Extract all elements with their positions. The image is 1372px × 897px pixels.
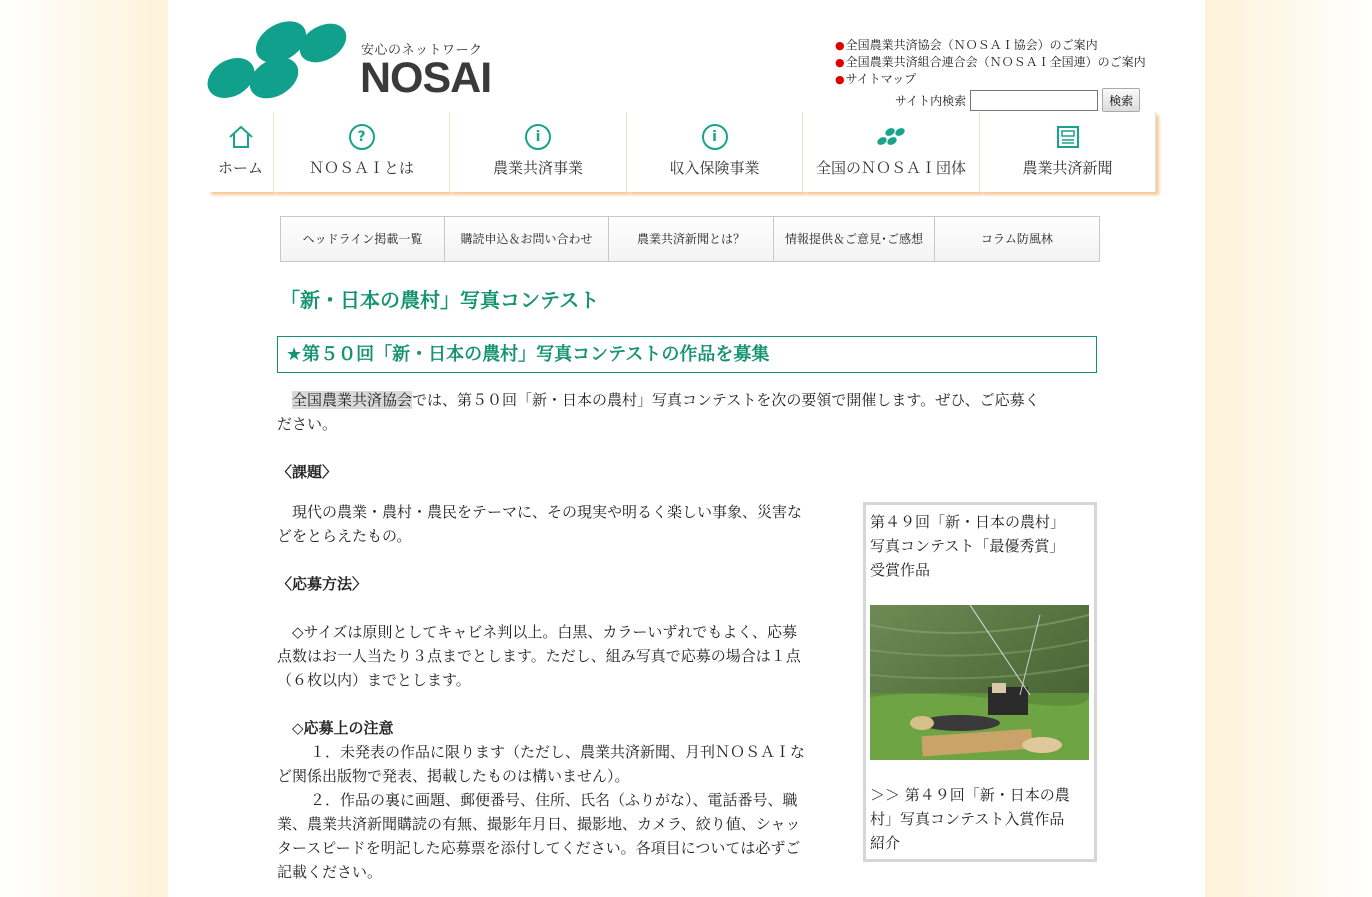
bullet-icon: ●	[835, 39, 845, 52]
logo-leaf	[293, 16, 353, 70]
winner-sidebar	[863, 502, 1097, 862]
nosai-leaves-icon	[876, 126, 906, 148]
topic-text: 現代の農業・農村・農民をテーマに、その現実や明るく楽しい事象、災害な	[292, 503, 803, 521]
intro-text-cont: ださい。	[277, 415, 338, 433]
header-links	[835, 37, 1146, 88]
section-title: ★第５０回「新・日本の農村」写真コンテストの作品を募集	[277, 336, 1097, 373]
subnav-feedback[interactable]: 情報提供＆ご意見･ご感想	[774, 217, 935, 261]
nav-about-nosai[interactable]	[274, 112, 450, 192]
bullet-icon: ●	[835, 56, 845, 69]
method-paragraph	[277, 620, 852, 692]
winner-caption-line: 第４９回「新・日本の農村」	[870, 513, 1066, 531]
nav-home[interactable]	[208, 112, 274, 192]
nav-income-insurance[interactable]	[627, 112, 803, 192]
method-text: ◇サイズは原則としてキャビネ判以上。白黒、カラーいずれでもよく、応募	[292, 623, 798, 641]
sub-nav	[280, 216, 1100, 262]
nav-nosai-groups[interactable]	[803, 112, 980, 192]
note-2-cont-2: タースピードを明記した応募票を添付してください。各項目については必ずご	[277, 839, 801, 857]
method-heading: 〈応募方法〉	[277, 575, 368, 593]
nav-newspaper[interactable]	[980, 112, 1156, 192]
logo-tagline: 安心のネットワーク	[361, 43, 483, 58]
winners-link-line: 紹介	[870, 834, 901, 852]
topic-text-cont: どをとらえたもの。	[277, 527, 412, 545]
newspaper-icon	[1055, 124, 1081, 150]
question-icon: ?	[349, 124, 375, 150]
page	[168, 0, 1205, 897]
subnav-headlines[interactable]: ヘッドライン掲載一覧	[281, 217, 445, 261]
link-sitemap[interactable]: ●サイトマップ	[835, 72, 917, 86]
nav-newspaper-label: 農業共済新聞	[1022, 159, 1113, 177]
note-2-cont: 業、農業共済新聞購読の有無、撮影年月日、撮影地、カメラ、絞り値、シャッ	[277, 815, 801, 833]
topic-heading: 〈課題〉	[277, 463, 338, 481]
subnav-subscribe[interactable]: 購読申込＆お問い合わせ	[445, 217, 609, 261]
intro-text: では、第５０回「新・日本の農村」写真コンテストを次の要領で開催します。ぜひ、ご応募く	[412, 391, 1040, 409]
method-text-3: （６枚以内）までとします。	[277, 671, 471, 689]
winning-photo-image	[870, 605, 1089, 760]
note-2: ２．作品の裏に画題、郵便番号、住所、氏名（ふりがな）、電話番号、職	[310, 791, 798, 809]
site-search	[895, 88, 1140, 112]
bullet-icon: ●	[835, 73, 845, 86]
nosai-logo[interactable]	[206, 22, 496, 102]
winning-photo[interactable]	[870, 605, 1089, 760]
nav-mutual-aid[interactable]	[450, 112, 627, 192]
topic-paragraph	[277, 500, 852, 548]
note-1-cont: ど関係出版物で発表、掲載したものは構いません）。	[277, 767, 630, 785]
logo-wordmark: NOSAI	[360, 54, 492, 102]
winner-caption	[870, 510, 1092, 582]
winners-link-line: ＞＞ 第４９回「新・日本の農	[870, 786, 1070, 804]
note-2-cont-3: 記載ください。	[277, 863, 383, 881]
search-input[interactable]	[970, 90, 1098, 111]
winner-caption-line: 写真コンテスト「最優秀賞」	[870, 537, 1065, 555]
nav-nosai-groups-label: 全国のＮＯＳＡＩ団体	[815, 159, 966, 177]
search-label: サイト内検索	[895, 93, 967, 108]
nav-mutual-aid-label: 農業共済事業	[492, 159, 583, 177]
info-icon: i	[525, 124, 551, 150]
nav-about-label: ＮＯＳＡＩとは	[308, 159, 414, 177]
notes-heading: ◇応募上の注意	[292, 719, 394, 737]
search-button[interactable]: 検索	[1102, 88, 1140, 112]
winners-page-link[interactable]	[870, 783, 1092, 855]
subnav-column[interactable]: コラム防風林	[981, 232, 1053, 246]
winners-link-line: 村」写真コンテスト入賞作品	[870, 810, 1065, 828]
logo-leaf	[242, 49, 305, 106]
winner-caption-line: 受賞作品	[870, 561, 931, 579]
link-nosai-association[interactable]: ●全国農業共済協会（ＮＯＳＡＩ協会）のご案内	[835, 38, 1098, 52]
nav-home-label: ホーム	[217, 159, 263, 177]
main-nav	[208, 112, 1156, 194]
link-nosai-federation[interactable]: ●全国農業共済組合連合会（ＮＯＳＡＩ全国連）のご案内	[835, 55, 1146, 69]
nav-income-insurance-label: 収入保険事業	[669, 159, 760, 177]
method-text-2: 点数はお一人当たり３点までとします。ただし、組み写真で応募の場合は１点	[277, 647, 801, 665]
intro-paragraph	[277, 388, 1099, 436]
notes-list	[277, 740, 852, 884]
home-icon	[228, 124, 254, 150]
note-1: １．未発表の作品に限ります（ただし、農業共済新聞、月刊ＮＯＳＡＩな	[310, 743, 806, 761]
info-icon: i	[702, 124, 728, 150]
page-title: 「新・日本の農村」写真コンテスト	[280, 288, 600, 312]
subnav-about-newspaper[interactable]: 農業共済新聞とは？	[609, 217, 774, 261]
organizer-link[interactable]: 全国農業共済協会	[292, 391, 413, 409]
